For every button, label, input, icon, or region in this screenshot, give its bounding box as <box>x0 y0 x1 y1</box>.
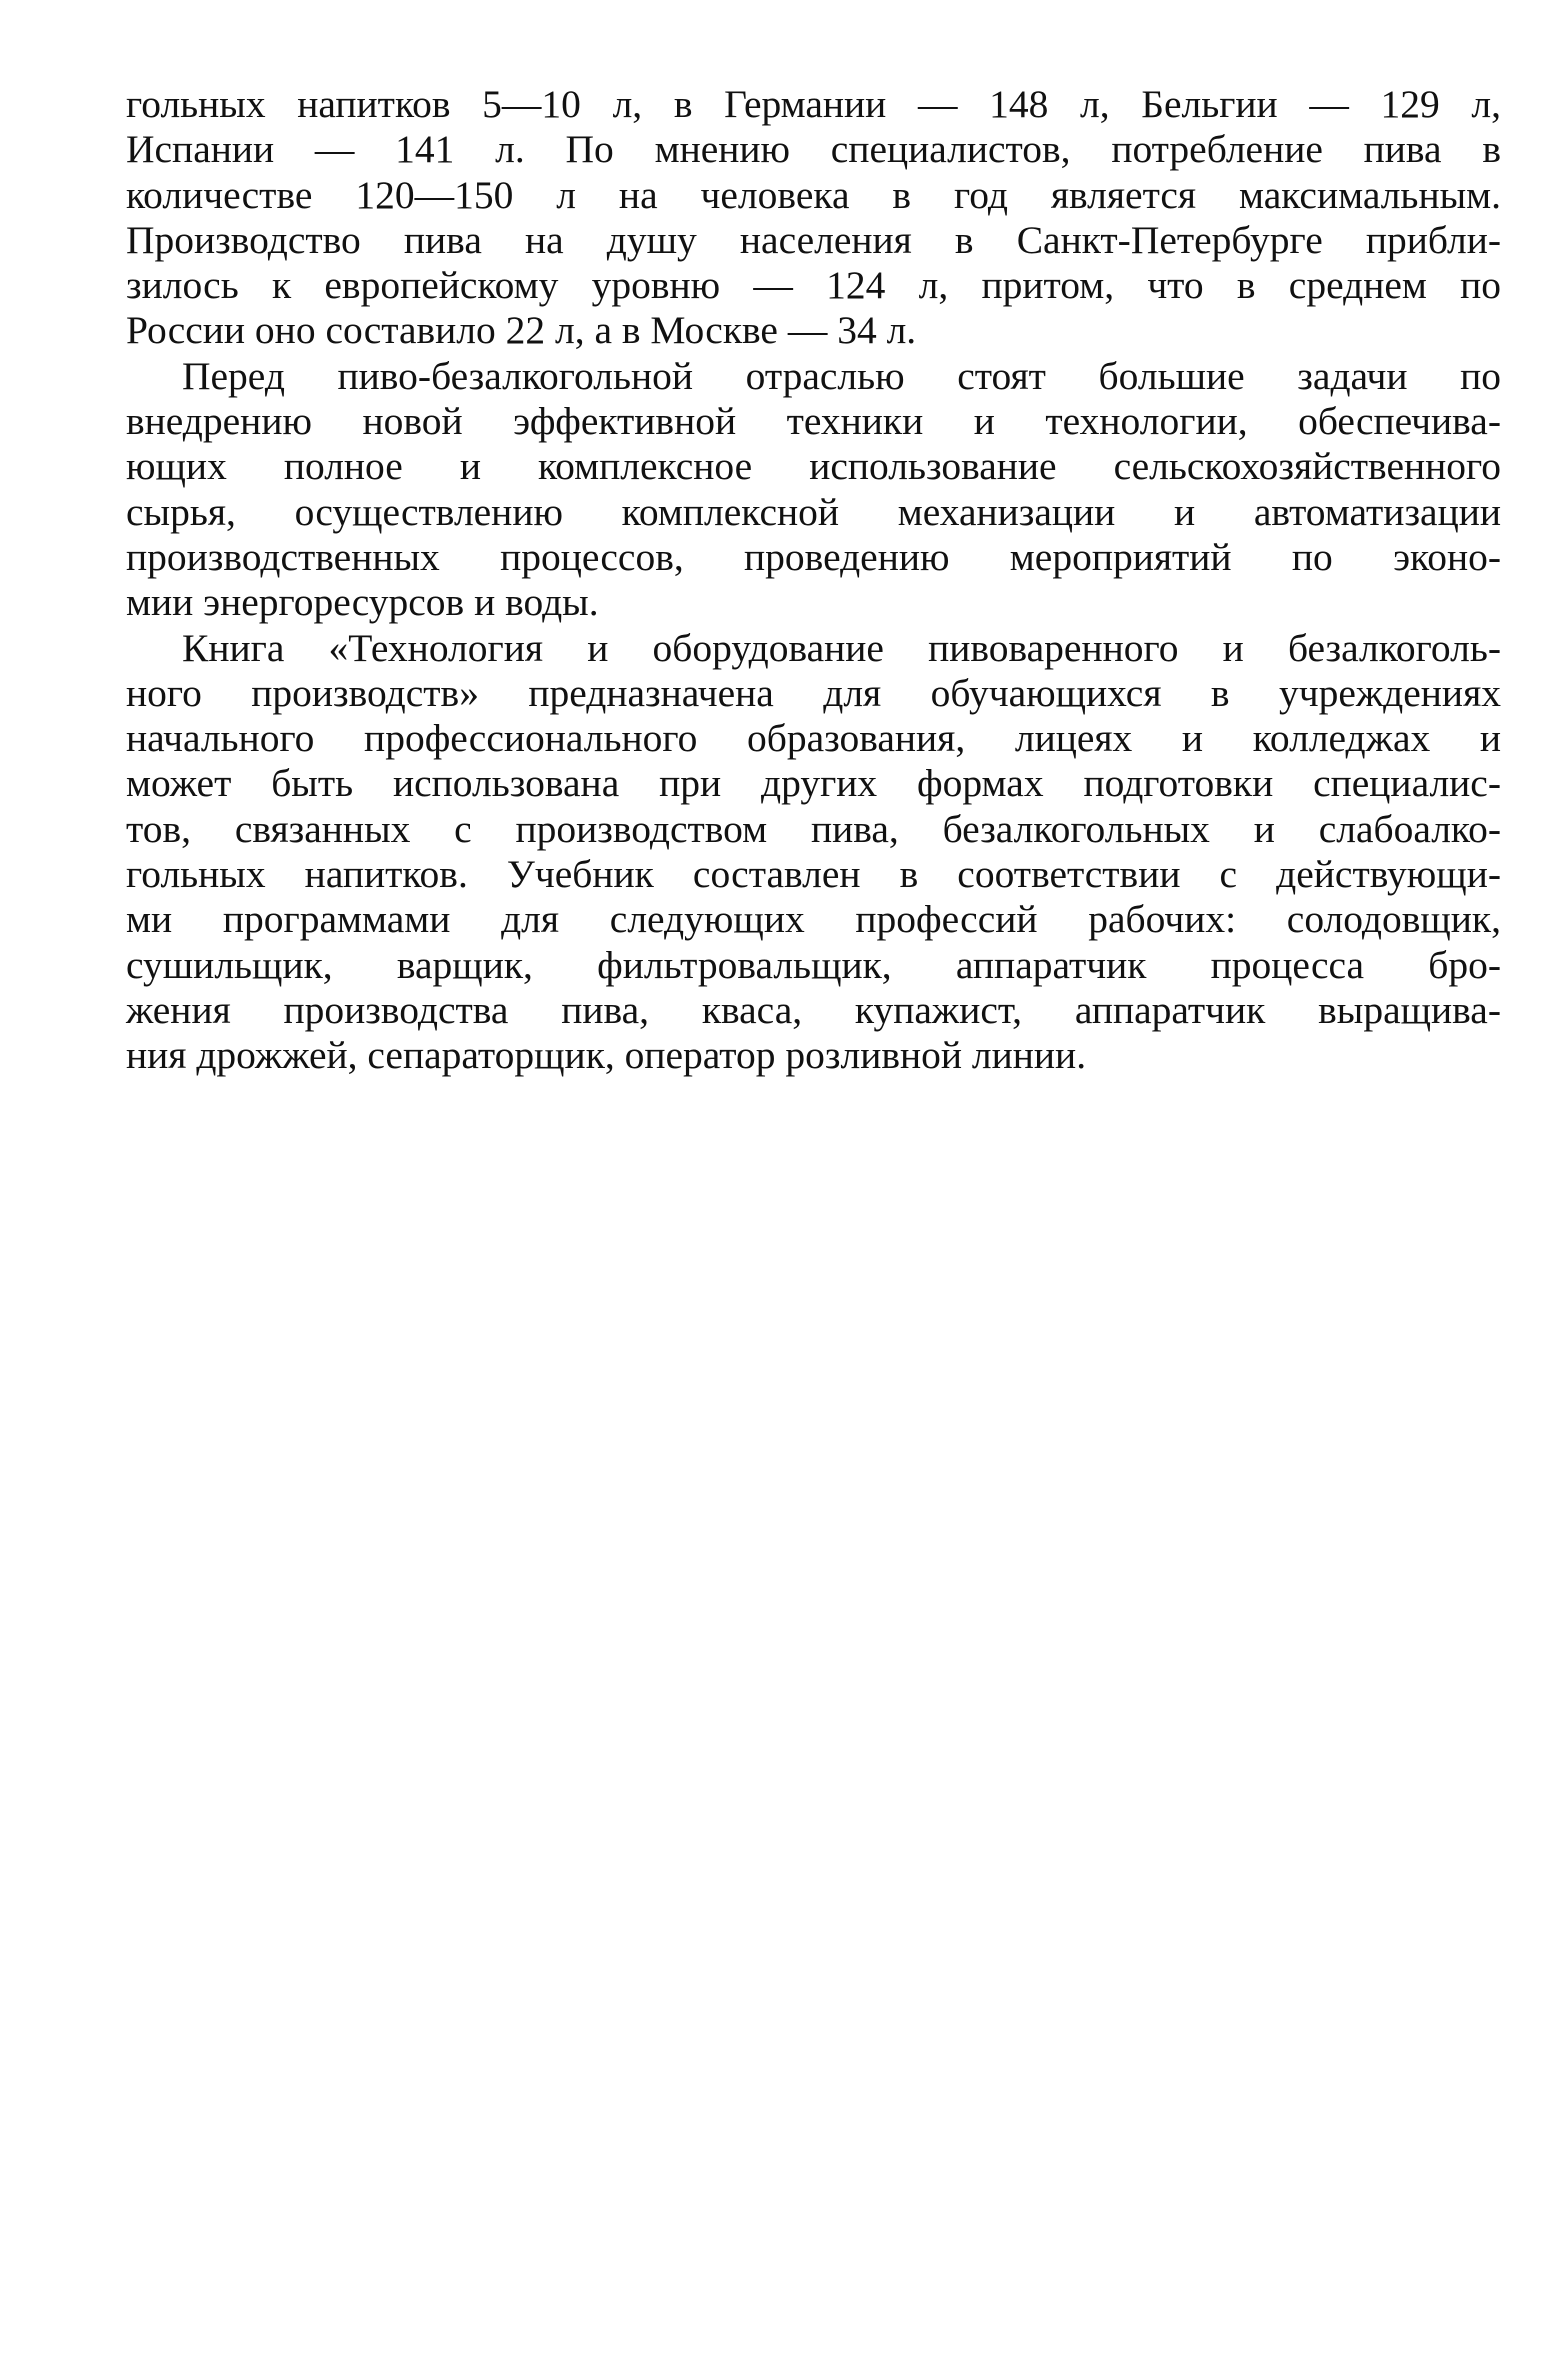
text-line: Книга «Технология и оборудование пивоваренного и безалкоголь- <box>182 625 1501 670</box>
text-line: Перед пиво-безалкогольной отраслью стоят большие задачи по <box>182 353 1501 398</box>
text-line: начального профессионального образования, лицеях и колледжах и <box>126 716 1501 761</box>
text-line: Производство пива на душу населения в Санкт-Петербурге прибли- <box>126 217 1501 262</box>
paragraph-industry-tasks <box>126 354 1501 626</box>
text-line: ющих полное и комплексное использование сельскохозяйственного <box>126 444 1501 489</box>
text-line: тов, связанных с производством пива, безалкогольных и слабоалко- <box>126 806 1501 851</box>
text-line: ния дрожжей, сепараторщик, оператор розливной линии. <box>126 1033 1087 1078</box>
text-line: зилось к европейскому уровню — 124 л, притом, что в среднем по <box>126 263 1501 308</box>
body-text <box>126 82 1501 1079</box>
text-line: Испании — 141 л. По мнению специалистов, потребление пива в <box>126 127 1501 172</box>
text-line: производственных процессов, проведению мероприятий по эконо- <box>126 534 1501 579</box>
text-line: гольных напитков. Учебник составлен в соответствии с действующи- <box>126 852 1501 897</box>
text-line: может быть использована при других формах подготовки специалис- <box>126 761 1501 806</box>
text-line: ми программами для следующих профессий рабочих: солодовщик, <box>126 897 1501 942</box>
text-line: сушильщик, варщик, фильтровальщик, аппаратчик процесса бро- <box>126 942 1501 987</box>
text-line: России оно составило 22 л, а в Москве — 34 л. <box>126 308 917 353</box>
text-line: мии энергоресурсов и воды. <box>126 580 599 625</box>
text-line: гольных напитков 5—10 л, в Германии — 148 л, Бельгии — 129 л, <box>126 82 1501 126</box>
text-line: ного производств» предназначена для обучающихся в учреждениях <box>126 670 1501 715</box>
text-line: количестве 120—150 л на человека в год является максимальным. <box>126 172 1501 217</box>
text-line: жения производства пива, кваса, купажист, аппаратчик выращива- <box>126 987 1501 1032</box>
text-line: сырья, осуществлению комплексной механизации и автоматизации <box>126 489 1501 534</box>
paragraph-book-purpose <box>126 626 1501 1079</box>
text-line: внедрению новой эффективной техники и технологии, обеспечива- <box>126 399 1501 444</box>
paragraph-beer-consumption <box>126 82 1501 354</box>
